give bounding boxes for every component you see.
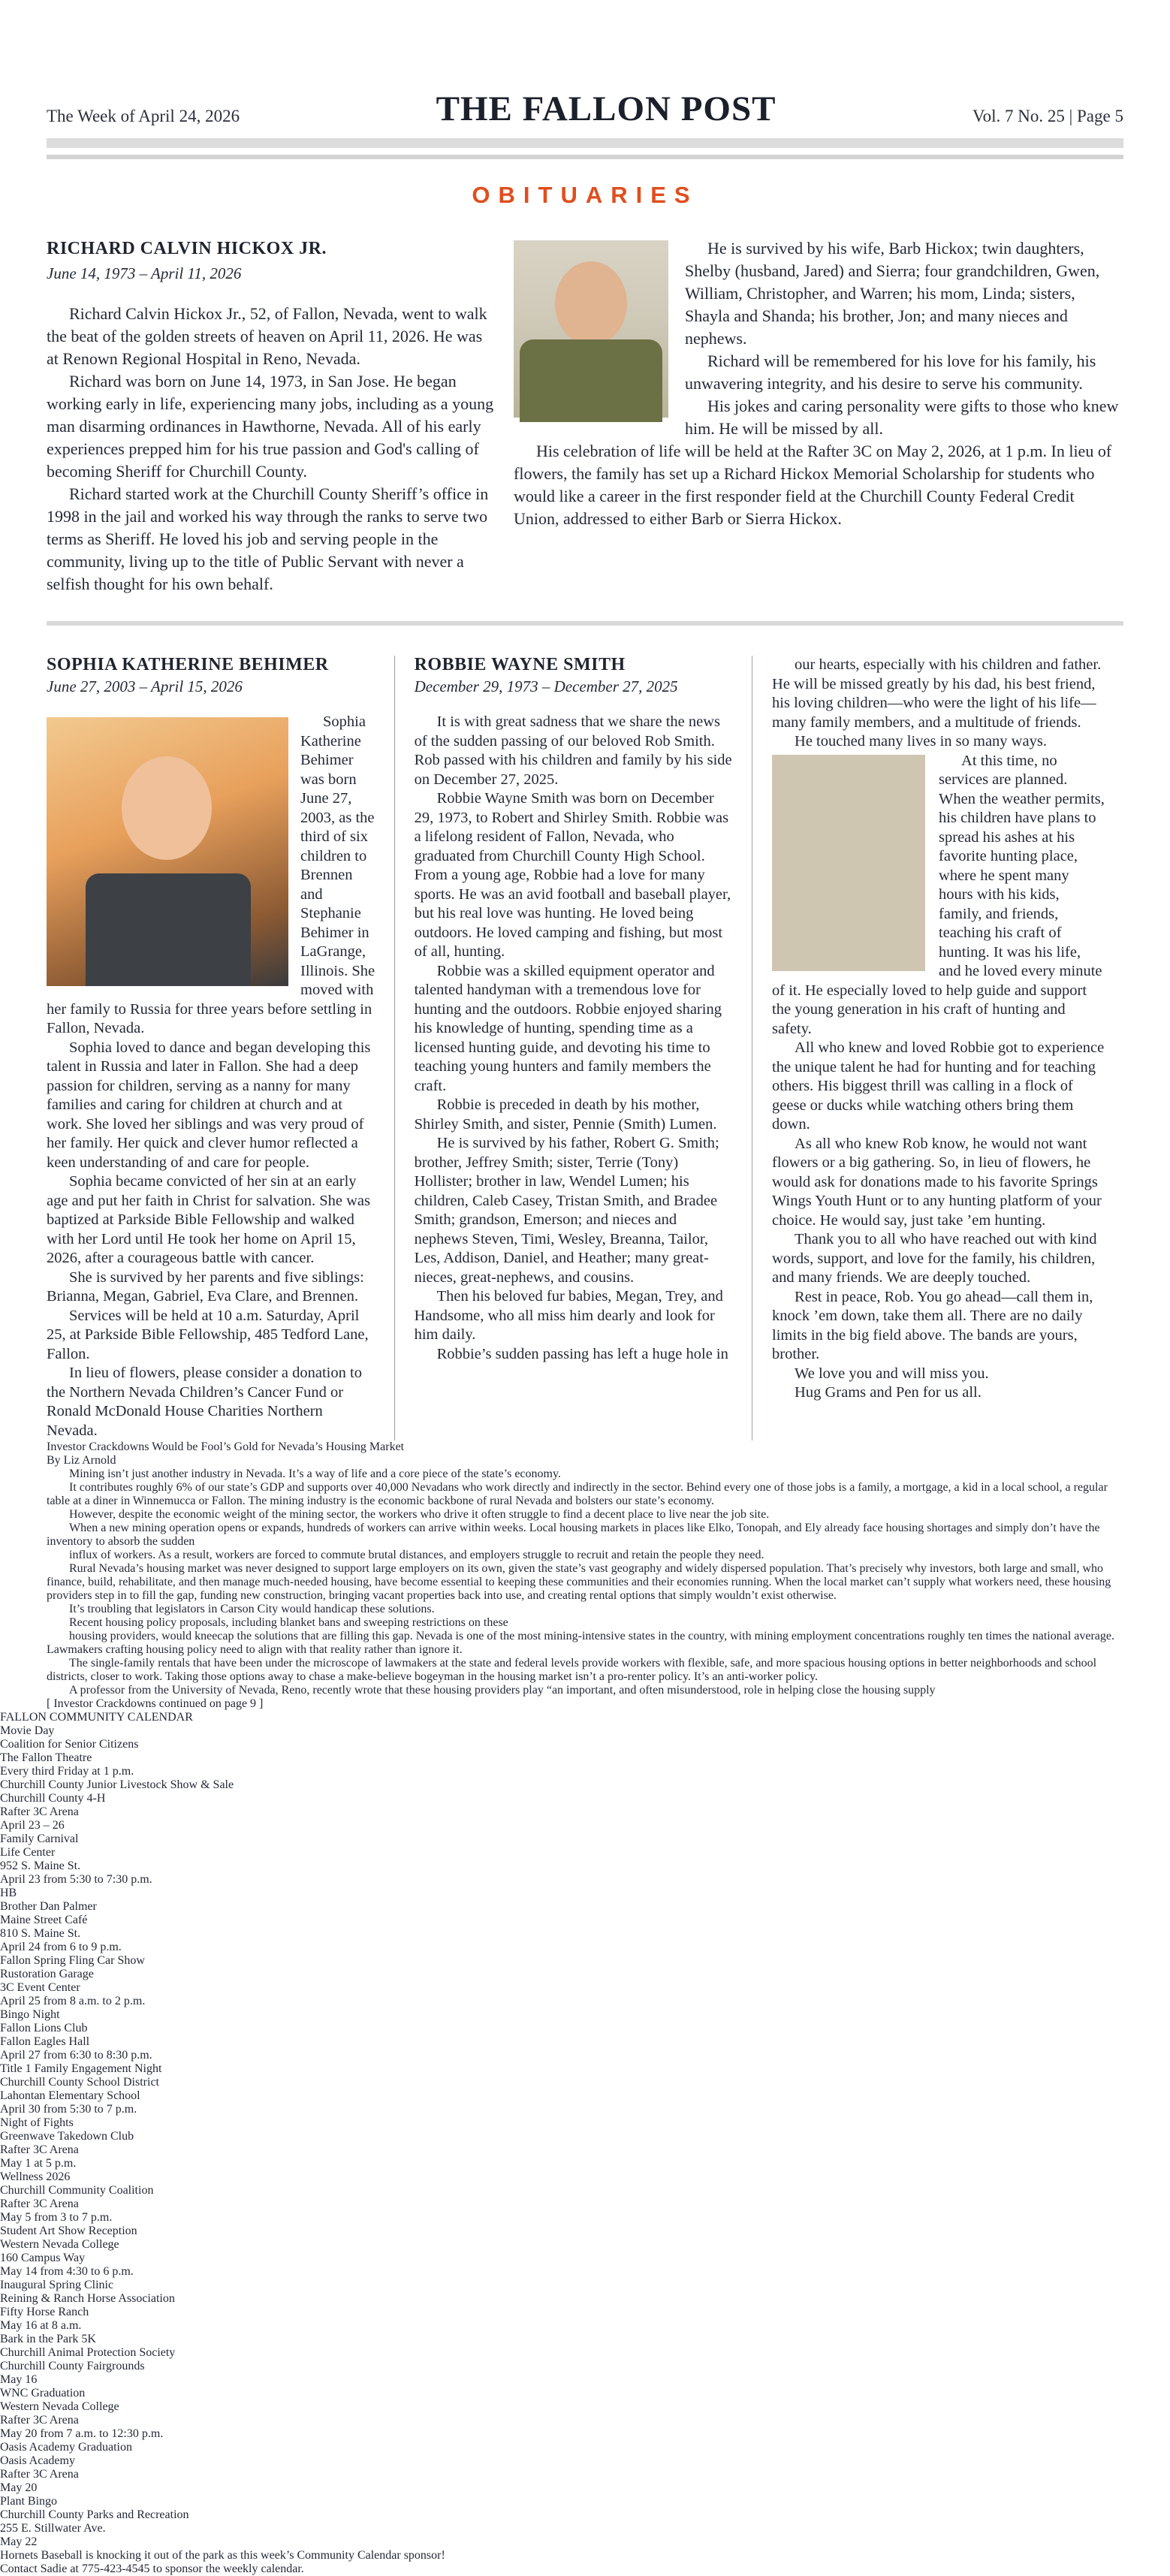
text-line: our hearts, especially with his children and father. He will be missed greatly by his dad, his best friend, his loving children—who were the light of his life—many family members, and a multitude of friends. [772, 656, 1102, 731]
article-continuation-note: [ Investor Crackdowns continued on page 9 ] [47, 1697, 264, 1710]
text-line: 952 S. Maine St. [0, 1860, 81, 1872]
calendar-column-4 [0, 2333, 1170, 2549]
text-line: Sophia loved to dance and began developing this talent in Russia and later in Fallon. She had a deep passion for children, serving as a nanny for many families and caring for children at church and at work. She loved her siblings and was very proud of her family. Her quick and clever humor reflected a keen understanding of and care for people. [47, 1039, 371, 1171]
event-title: Brother Dan Palmer [0, 1900, 97, 1913]
text-line: May 20 from 7 a.m. to 12:30 p.m. [0, 2427, 164, 2440]
calendar-event [0, 1778, 1170, 1832]
text-line: A professor from the University of Nevada, Reno, recently wrote that these housing providers play “an important, and often misunderstood, role in helping close the housing supply [69, 1684, 936, 1697]
text-line: Western Nevada College [0, 2400, 119, 2413]
text-line: Oasis Academy [0, 2454, 75, 2467]
text-line: Churchill County School District [0, 2076, 159, 2089]
text-line: Mining isn’t just another industry in Nevada. It’s a way of life and a core piece of the state’s economy. [69, 1467, 561, 1480]
text-line: May 14 from 4:30 to 6 p.m. [0, 2265, 134, 2278]
event-details [0, 2130, 1170, 2170]
obituary-dates: June 14, 1973 – April 11, 2026 [47, 264, 242, 282]
photo-face-shape [122, 756, 212, 860]
text-line: housing providers, would kneecap the solutions that are filling this gap. Nevada is one of the most mining-intensive states in the country, with mining employment concentrations roughly ten times the national average. Lawmakers crafting housing policy need to align with that reality rather than ignore it. [47, 1630, 1114, 1656]
text-line: Churchill Community Coalition [0, 2184, 154, 2197]
text-line: Robbie is preceded in death by his mother, Shirley Smith, and sister, Pennie (Smith) Lumen. [414, 1096, 717, 1133]
text-line: Coalition for Senior Citizens [0, 1738, 139, 1751]
text-line: 810 S. Maine St. [0, 1927, 81, 1940]
hornets-baseball-logo [0, 1887, 1170, 1900]
text-line: Sophia Katherine Behimer was born June 27, 2003, as the third of six children to Brennen and Stephanie Behimer in LaGrange, Illinois. She moved with her family to Russia for three years before settling in Fallon, Nevada. [47, 713, 375, 1036]
event-details [0, 1846, 1170, 1887]
text-line: Churchill County 4-H [0, 1792, 106, 1805]
text-line: April 23 from 5:30 to 7:30 p.m. [0, 1873, 152, 1886]
obituaries-row [47, 656, 1123, 1440]
photo-face-shape [555, 261, 627, 345]
housing-market-article [47, 1440, 1123, 1711]
event-title: Bark in the Park 5K [0, 2333, 96, 2345]
text-line: May 16 [0, 2373, 38, 2386]
text-line: Fifty Horse Ranch [0, 2306, 89, 2318]
event-title: Plant Bingo [0, 2495, 58, 2508]
article-column-2 [47, 1549, 1123, 1630]
text-line: Greenwave Takedown Club [0, 2130, 134, 2143]
event-details [0, 2022, 1170, 2062]
event-details [0, 1792, 1170, 1832]
obituary-text [47, 303, 496, 596]
article-column-3 [47, 1630, 1123, 1711]
calendar-event [0, 1724, 1170, 1778]
text-line: May 5 from 3 to 7 p.m. [0, 2211, 113, 2224]
obituary-robbie-smith-continued [752, 656, 1123, 1440]
event-title: Oasis Academy Graduation [0, 2441, 132, 2454]
event-title: Churchill County Junior Livestock Show & Sale [0, 1778, 234, 1791]
obituary-name: SOPHIA KATHERINE BEHIMER [47, 655, 329, 674]
calendar-grid [0, 1724, 1170, 2549]
calendar-column-3 [0, 2116, 1170, 2333]
text-line: influx of workers. As a result, workers are forced to commute brutal distances, and employers struggle to recruit and retain the people they need. [69, 1549, 764, 1561]
article-columns [47, 1467, 1123, 1711]
event-title: WNC Graduation [0, 2387, 86, 2400]
text-line: Rafter 3C Arena [0, 2143, 79, 2156]
event-title: Wellness 2026 [0, 2170, 71, 2183]
text-line: 160 Campus Way [0, 2252, 86, 2264]
text-line: His celebration of life will be held at the Rafter 3C on May 2, 2026, at 1 p.m. In lieu of flowers, the family has set up a Richard Hickox Memorial Scholarship for students who would like a career in the first responder field at the Churchill County Federal Credit Union, addressed to either Barb or Sierra Hickox. [514, 442, 1112, 528]
robbie-smith-photo [772, 755, 925, 971]
masthead [47, 0, 1123, 129]
text-line: All who knew and loved Robbie got to experience the unique talent he had for hunting and for teaching others. His biggest thrill was calling in a flock of geese or ducks while watching others bring them down. [772, 1039, 1105, 1133]
calendar-title: FALLON COMMUNITY CALENDAR [0, 1711, 193, 1724]
event-title: Student Art Show Reception [0, 2225, 137, 2237]
text-line: April 30 from 5:30 to 7 p.m. [0, 2103, 137, 2116]
text-line: Robbie Wayne Smith was born on December 29, 1973, to Robert and Shirley Smith. Robbie was a lifelong resident of Fallon, Nevada, who graduated from Churchill County High School. From a young age, Robbie had a love for many sports. He was an avid football and baseball player, but his real love was hunting. He loved being outdoors. He loved camping and fishing, but most of all, hunting. [414, 790, 731, 960]
photo-uniform-shape [520, 339, 662, 422]
calendar-event [0, 2062, 1170, 2116]
text-line: Lahontan Elementary School [0, 2089, 140, 2102]
event-title: Night of Fights [0, 2116, 74, 2129]
text-line: Fallon Lions Club [0, 2022, 88, 2035]
calendar-event [0, 2170, 1170, 2225]
text-line: Robbie was a skilled equipment operator and talented handyman with a tremendous love for hunting and the outdoors. Robbie enjoyed sharing his knowledge of hunting, spending time as a licensed hunting guide, and devoting his time to teaching young hunters and family members the craft. [414, 962, 722, 1094]
obituary-text [415, 713, 734, 1364]
text-line: At this time, no services are planned. When the weather permits, his children have plans to spread his ashes at his favorite hunting place, where he spent many hours with his kids, family, and friends, teaching his craft of hunting. It was his life, and he loved every minute of it. He especially loved to help guide and support the young generation in his craft of hunting and safety. [772, 752, 1105, 1037]
calendar-event [0, 1832, 1170, 1887]
text-line: It contributes roughly 6% of our state’s GDP and supports over 40,000 Nevadans who work directly and indirectly in the sector. Behind every one of those jobs is a family, a mortgage, a kid in a local school, a regular table at a diner in Winnemucca or Fallon. The mining industry is the economic backbone of rural Nevada and bolsters our state’s economy. [47, 1481, 1108, 1507]
text-line: Reining & Ranch Horse Association [0, 2292, 175, 2305]
obituary-dates: December 29, 1973 – December 27, 2025 [414, 677, 678, 695]
event-details [0, 2238, 1170, 2279]
obituary-robbie-smith [394, 656, 752, 1440]
text-line: May 16 at 8 a.m. [0, 2319, 82, 2332]
text-line: Services will be held at 10 a.m. Saturday, April 25, at Parkside Bible Fellowship, 485 Tedford Lane, Fallon. [47, 1307, 369, 1362]
calendar-event [0, 2225, 1170, 2279]
text-line: Rafter 3C Arena [0, 2468, 79, 2481]
text-line: 3C Event Center [0, 1981, 80, 1994]
text-line: April 24 from 6 to 9 p.m. [0, 1941, 122, 1953]
text-line: May 1 at 5 p.m. [0, 2157, 77, 2170]
text-line: Rafter 3C Arena [0, 2197, 79, 2210]
text-line: May 22 [0, 2535, 38, 2548]
text-line: Hug Grams and Pen for us all. [795, 1384, 982, 1401]
text-line: Robbie’s sudden passing has left a huge hole in [436, 1345, 728, 1362]
text-line: Richard started work at the Churchill County Sheriff’s office in 1998 in the jail and worked his way through the ranks to serve two terms as Sheriff. He loved his job and serving people in the community, living up to the title of Public Servant with never a selfish thought for his own behalf. [47, 484, 489, 593]
masthead-rule-thin [47, 155, 1123, 159]
logo-monogram: HB [0, 1887, 17, 1899]
text-line: Richard Calvin Hickox Jr., 52, of Fallon, Nevada, went to walk the beat of the golden streets of heaven on April 11, 2026. He was at Renown Regional Hospital in Reno, Nevada. [47, 304, 487, 368]
text-line: The Fallon Theatre [0, 1751, 92, 1764]
text-line: He touched many lives in so many ways. [795, 733, 1047, 750]
event-title: Title 1 Family Engagement Night [0, 2062, 162, 2075]
obituary-dates: June 27, 2003 – April 15, 2026 [47, 677, 243, 695]
article-headline: Investor Crackdowns Would be Fool’s Gold for Nevada’s Housing Market [47, 1440, 405, 1453]
text-line: In lieu of flowers, please consider a donation to the Northern Nevada Children’s Cancer Fund or Ronald McDonald House Charities Northern Nevada. [47, 1365, 362, 1439]
calendar-event [0, 1900, 1170, 1954]
event-title: Movie Day [0, 1724, 55, 1737]
event-details [0, 2292, 1170, 2333]
event-details [0, 2508, 1170, 2549]
event-details [0, 2184, 1170, 2225]
calendar-event [0, 2279, 1170, 2333]
text-line: Churchill County Fairgrounds [0, 2360, 145, 2372]
text-line: Rustoration Garage [0, 1968, 94, 1980]
text-line: April 27 from 6:30 to 8:30 p.m. [0, 2049, 152, 2062]
calendar-event [0, 2387, 1170, 2441]
text-line: The single-family rentals that have been under the microscope of lawmakers at the state and federal levels provide workers with flexible, safe, and more spacious housing options in better neighborhoods and school districts, closer to work. Taking those options away to chase a make-believe bogeyman in the housing market isn’t a pro-renter policy. It’s an anti-worker policy. [47, 1657, 1097, 1683]
text-line: Richard will be remembered for his love for his family, his unwavering integrity, and his desire to serve his community. [685, 351, 1096, 393]
calendar-event [0, 2333, 1170, 2387]
masthead-volume-page: Vol. 7 No. 25 | Page 5 [972, 107, 1123, 125]
calendar-event [0, 2495, 1170, 2549]
photo-shoulders-shape [86, 873, 251, 986]
event-details [0, 2400, 1170, 2441]
text-line: Churchill County Parks and Recreation [0, 2508, 189, 2521]
calendar-column-2 [0, 1900, 1170, 2116]
event-details [0, 1914, 1170, 1954]
richard-hickox-photo [514, 240, 668, 418]
text-line: April 25 from 8 a.m. to 2 p.m. [0, 1995, 146, 2007]
text-line: Fallon Eagles Hall [0, 2035, 90, 2048]
text-line: Every third Friday at 1 p.m. [0, 1765, 134, 1778]
text-line: We love you and will miss you. [795, 1365, 989, 1382]
text-line: 255 E. Stillwater Ave. [0, 2522, 106, 2535]
obituary-richard-hickox [47, 237, 1123, 596]
obituary-sophia-behimer [47, 656, 394, 1440]
event-details [0, 2076, 1170, 2116]
sponsor-text-line: Contact Sadie at 775-423-4545 to sponsor the weekly calendar. [0, 2562, 304, 2575]
text-line: He is survived by his wife, Barb Hickox; twin daughters, Shelby (husband, Jared) and Sierra; four grandchildren, Gwen, William, Christopher, and Warren; his mom, Linda; sisters, Shayla and Shanda; his brother, Jon; and many nieces and nephews. [685, 239, 1100, 348]
text-line: Churchill Animal Protection Society [0, 2346, 176, 2359]
text-line: May 20 [0, 2481, 38, 2494]
text-line: Sophia became convicted of her sin at an early age and put her faith in Christ for salvation. She was baptized at Parkside Bible Fellowship and walked with her Lord until He took her home on April 15, 2026, after a courageous battle with cancer. [47, 1173, 370, 1266]
text-line: It’s troubling that legislators in Carson City would handicap these solutions. [69, 1603, 435, 1615]
obituary-richard-left-column [47, 237, 496, 596]
text-line: Rafter 3C Arena [0, 1805, 79, 1818]
article-byline: By Liz Arnold [47, 1454, 116, 1467]
text-line: Life Center [0, 1846, 56, 1859]
calendar-event [0, 2441, 1170, 2495]
text-line: Rafter 3C Arena [0, 2414, 79, 2427]
text-line: Western Nevada College [0, 2238, 119, 2251]
event-details [0, 1738, 1170, 1778]
masthead-rule-thick [47, 138, 1123, 148]
masthead-title: THE FALLON POST [436, 89, 776, 128]
event-details [0, 2346, 1170, 2387]
sophia-behimer-photo [47, 717, 288, 986]
text-line: However, despite the economic weight of the mining sector, the workers who drive it often struggle to find a decent place to live near the job site. [69, 1508, 770, 1521]
article-text [47, 1630, 1123, 1697]
event-details [0, 2454, 1170, 2495]
text-line: Richard was born on June 14, 1973, in San Jose. He began working early in life, experiencing many jobs, including as a young man disarming ordinances in Hawthorne, Nevada. All of his early experiences prepped him for his true passion and God's calling of becoming Sheriff for Churchill County. [47, 372, 494, 481]
section-divider-rule [47, 621, 1123, 626]
text-line: As all who knew Rob know, he would not want flowers or a big gathering. So, in lieu of flowers, he would ask for donations made to his favorite Springs Wings Youth Hunt or to any hunting platform of your choice. He would say, just take ’em hunting. [772, 1135, 1102, 1229]
text-line: Rural Nevada’s housing market was never designed to support large employers on its own, given the state’s vast geography and widely dispersed population. That’s precisely why investors, both large and small, who finance, build, rehabilitate, and then manage much-needed housing, have become essential to keeping these communities and their economies running. When the local market can’t supply what workers need, these housing providers step in to fill the gap, funding new construction, bringing vacant properties back into use, and creating rental options that simply wouldn’t exist otherwise. [47, 1562, 1111, 1602]
event-title: Bingo Night [0, 2008, 60, 2021]
calendar-sponsor-note [0, 2549, 1170, 2576]
text-line: She is survived by her parents and five siblings: Brianna, Megan, Gabriel, Eva Clare, and Brennen. [47, 1268, 364, 1305]
article-column-1 [47, 1467, 1123, 1549]
text-line: He is survived by his father, Robert G. Smith; brother, Jeffrey Smith; sister, Terrie (Tony) Hollister; brother in law, Wendel Lumen; his children, Caleb Casey, Tristan Smith, and Bradee Smith; grandson, Emerson; and nieces and nephews Steven, Timi, Wesley, Breanna, Tailor, Les, Addison, Daniel, and Heather; many great-nieces, great-nephews, and cousins. [414, 1135, 719, 1286]
calendar-event [0, 2116, 1170, 2170]
calendar-event [0, 2008, 1170, 2062]
text-line: Thank you to all who have reached out with kind words, support, and love for the family, his children, and many friends. We are deeply touched. [772, 1231, 1097, 1286]
event-title: Inaugural Spring Clinic [0, 2279, 114, 2291]
obituary-richard-right-column [514, 237, 1123, 596]
text-line: Then his beloved fur babies, Megan, Trey, and Handsome, who all miss him dearly and look for him daily. [414, 1288, 723, 1343]
home-plate-icon [0, 1887, 1170, 1900]
text-line: Rest in peace, Rob. You go ahead—call them in, knock ’em down, take them all. There are no daily limits in the big field above. The bands are yours, brother. [772, 1288, 1093, 1362]
text-line: His jokes and caring personality were gifts to those who knew him. He will be missed by all. [685, 397, 1119, 438]
masthead-date: The Week of April 24, 2026 [47, 107, 240, 125]
obituaries-section-title: OBITUARIES [472, 182, 698, 208]
community-calendar [0, 1711, 1170, 2576]
text-line: Maine Street Café [0, 1914, 88, 1926]
event-title: Fallon Spring Fling Car Show [0, 1954, 145, 1967]
text-line: April 23 – 26 [0, 1819, 65, 1832]
obituary-name: RICHARD CALVIN HICKOX JR. [47, 239, 327, 258]
calendar-event [0, 1954, 1170, 2008]
text-line: When a new mining operation opens or expands, hundreds of workers can arrive within weeks. Local housing markets in places like Elko, Tonopah, and Ely already face housing shortages and simply don’t have the inventory to absorb the sudden [47, 1522, 1100, 1548]
obituary-name: ROBBIE WAYNE SMITH [414, 655, 626, 674]
sponsor-text-line: Hornets Baseball is knocking it out of the park as this week’s Community Calendar sponsor! [0, 2549, 445, 2562]
obituary-text [772, 656, 1105, 752]
event-title: Family Carnival [0, 1832, 79, 1845]
obituary-body [47, 713, 376, 1440]
text-line: It is with great sadness that we share the news of the sudden passing of our beloved Rob Smith. Rob passed with his children and family by his side on December 27, 2025. [414, 713, 732, 788]
text-line: Recent housing policy proposals, including blanket bans and sweeping restrictions on these [69, 1616, 508, 1629]
event-details [0, 1968, 1170, 2008]
calendar-column-1 [0, 1724, 1170, 1900]
